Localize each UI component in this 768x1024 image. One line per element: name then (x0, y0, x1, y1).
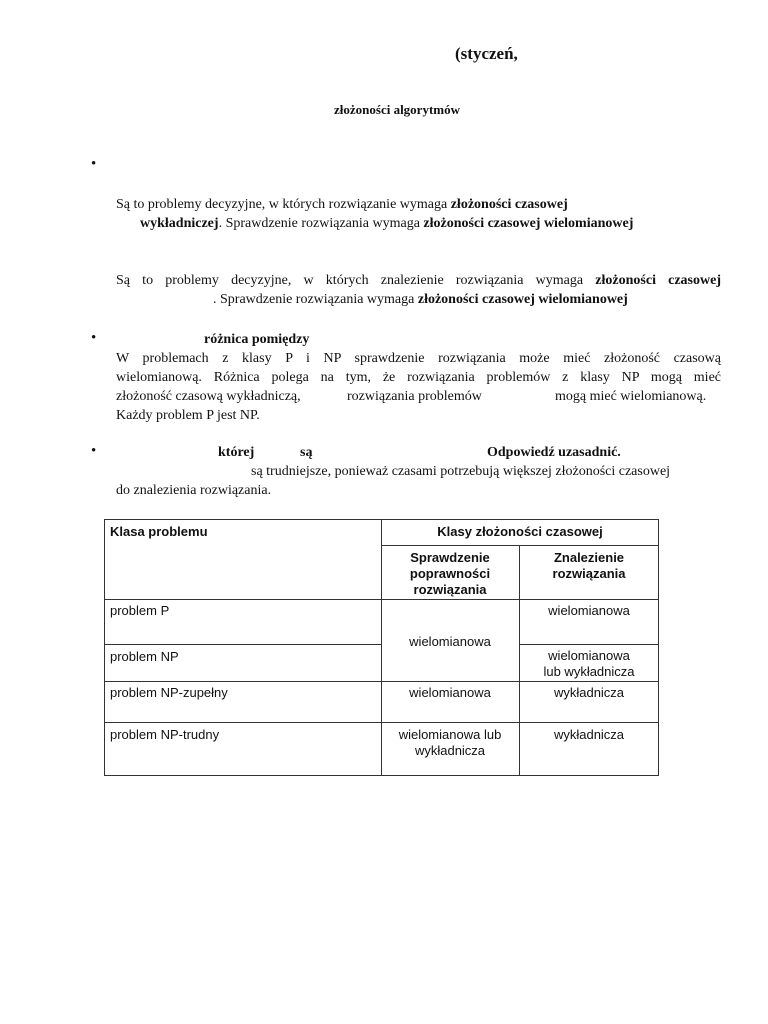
row-line-1b (519, 644, 659, 645)
section1-para1-line2 (140, 214, 633, 233)
section2-line4: Każdy problem P jest NP. (116, 408, 260, 423)
bold-text: złożoności czasowej wielomianowej (423, 216, 634, 231)
complexity-table (104, 519, 659, 776)
header-sub-line (381, 545, 659, 546)
bold-text: wykładniczej (140, 216, 219, 231)
row-np-find (519, 648, 659, 680)
section2-line3a: złożoność czasową wykładniczą, (116, 389, 301, 404)
text: Sprawdzenie (410, 550, 490, 565)
table-border-left (104, 519, 105, 776)
text: wielomianowa lub (398, 727, 502, 742)
header-sprawdzenie (381, 550, 519, 598)
row-line-2 (104, 681, 659, 682)
bold-text: różnica pomiędzy (204, 332, 310, 347)
row-npt-name: problem NP-trudny (110, 727, 220, 742)
section2-line3b: rozwiązania problemów (347, 389, 482, 404)
bold-text: złożoności czasowej (595, 273, 721, 288)
section3-line1: są trudniejsze, ponieważ czasami potrzebują większej złożoności czasowej (251, 464, 671, 479)
bullet-3: • (91, 443, 97, 459)
row-p-find: wielomianowa (548, 603, 630, 618)
row-npt-check (381, 727, 519, 759)
document-title: (styczeń, (455, 44, 518, 63)
row-np-name: problem NP (110, 649, 179, 664)
text: poprawności (409, 566, 491, 581)
text: Są to problemy decyzyjne, w których znalezienie rozwiązania wymaga (116, 273, 596, 288)
row-line-3 (104, 722, 659, 723)
text: . Sprawdzenie rozwiązania wymaga (213, 292, 418, 307)
text: rozwiązania (413, 582, 487, 597)
text: rozwiązania (552, 566, 626, 581)
bold-text: złożoności czasowej wielomianowej (417, 292, 628, 307)
section1-para2-line1 (116, 271, 721, 290)
row-npt-find: wykładnicza (553, 727, 625, 742)
document-subtitle: złożoności algorytmów (334, 102, 461, 117)
text: lub wykładnicza (543, 664, 635, 679)
row-npz-check: wielomianowa (409, 685, 491, 700)
merged-check-cell: wielomianowa (409, 634, 491, 649)
section3-line2: do znalezienia rozwiązania. (116, 483, 272, 498)
section3-question (487, 443, 621, 462)
bold-text: są (300, 445, 313, 460)
header-klasy: Klasy złożoności czasowej (437, 524, 603, 539)
row-p-name: problem P (110, 603, 170, 618)
section2-line1: W problemach z klasy P i NP sprawdzenie rozwiązania może mieć złożoność czasową (116, 351, 721, 366)
row-line-1a (104, 644, 381, 645)
text: wykładnicza (414, 743, 486, 758)
bold-text: złożoności czasowej (450, 197, 568, 212)
text: wielomianowa (548, 648, 630, 663)
section1-para1-line1 (116, 195, 568, 214)
bullet-2: • (91, 330, 97, 346)
section2-line2: wielomianową. Różnica polega na tym, że rozwiązania problemów z klasy NP mogą mieć (116, 370, 721, 385)
section2-heading (204, 330, 309, 349)
row-npz-name: problem NP-zupełny (110, 685, 228, 700)
section3-word1 (218, 443, 254, 462)
section3-word2 (300, 443, 312, 462)
header-klasa: Klasa problemu (110, 524, 208, 539)
bullet-1: • (91, 156, 97, 172)
text: Znalezienie (553, 550, 625, 565)
section1-para2-line2 (213, 290, 628, 309)
bold-text: Odpowiedź uzasadnić. (487, 445, 621, 460)
row-npz-find: wykładnicza (553, 685, 625, 700)
text: . Sprawdzenie rozwiązania wymaga (218, 216, 424, 231)
text: Są to problemy decyzyjne, w których rozwiązanie wymaga (116, 197, 451, 212)
header-znalezienie (519, 550, 659, 582)
bold-text: której (218, 445, 255, 460)
section2-line3c: mogą mieć wielomianową. (555, 389, 707, 404)
header-bottom-line (104, 599, 659, 600)
